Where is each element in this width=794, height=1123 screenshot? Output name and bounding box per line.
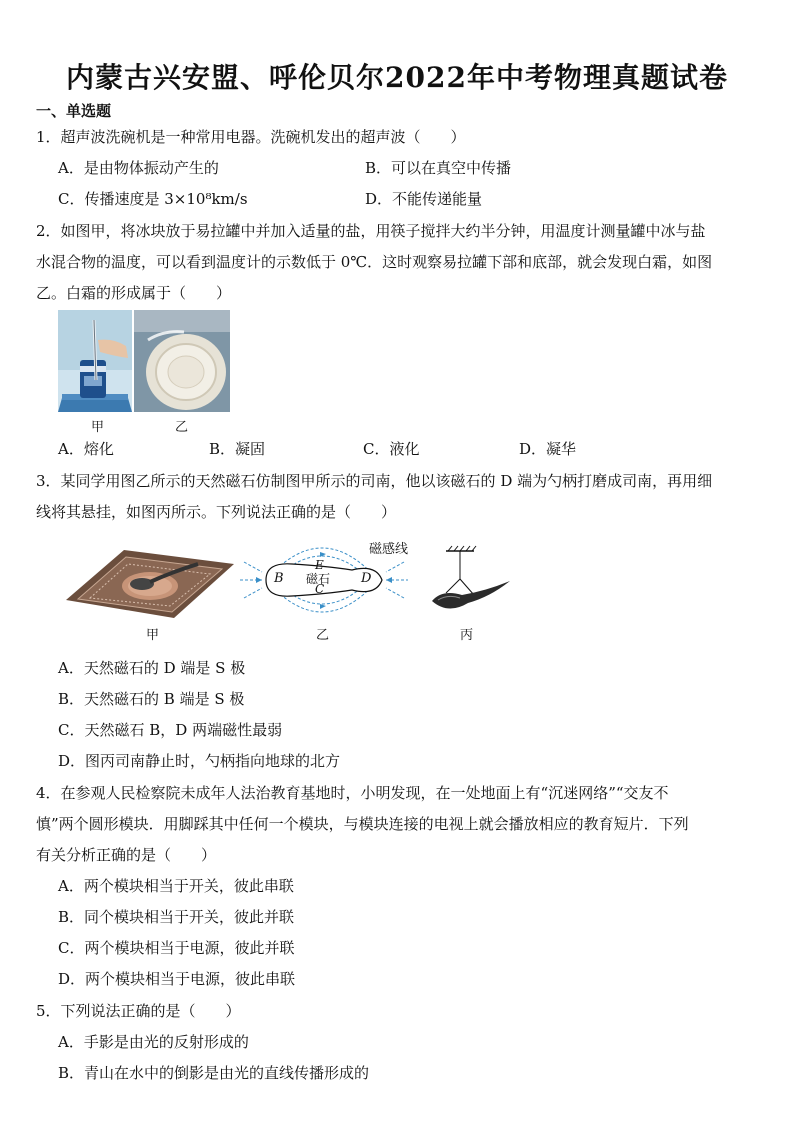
field-lines-label: 磁感线: [369, 542, 409, 557]
q4-option-d: D．两个模块相当于电源，彼此串联: [58, 970, 296, 988]
q2-caption-jia: 甲: [91, 420, 105, 435]
q4-option-c: C．两个模块相当于电源，彼此并联: [58, 939, 295, 957]
q3-caption-jia: 甲: [146, 628, 160, 643]
question-5-stem: 5．下列说法正确的是（ ）: [36, 1002, 241, 1020]
q2-option-d: D．凝华: [519, 440, 577, 458]
q3-option-c: C．天然磁石 B，D 两端磁性最弱: [58, 721, 283, 739]
section-heading: 一、单选题: [36, 102, 112, 120]
q2-line-1: 2．如图甲，将冰块放于易拉罐中并加入适量的盐，用筷子搅拌大约半分钟，用温度计测量罐中冰与盐: [36, 222, 706, 240]
q2-option-c: C．液化: [363, 440, 420, 458]
magnet-stone-label: 磁石: [306, 572, 331, 586]
q1-option-c: C．传播速度是 3×10⁸km/s: [58, 190, 248, 208]
q5-option-a: A．手影是由光的反射形成的: [58, 1033, 249, 1051]
q3-line-2: 线将其悬挂，如图丙所示。下列说法正确的是（ ）: [36, 503, 397, 521]
sinan-plate-image: [62, 542, 236, 620]
q2-option-b: B．凝固: [209, 440, 266, 458]
q3-option-a: A．天然磁石的 D 端是 S 极: [58, 659, 246, 677]
magnet-point-e-label: E: [315, 558, 324, 572]
magnet-point-c-label: C: [315, 582, 325, 596]
magnet-end-d-label: D: [361, 571, 372, 586]
q3-caption-yi: 乙: [316, 628, 330, 643]
can-thermometer-photo: [58, 310, 132, 412]
q4-line-3: 有关分析正确的是（ ）: [36, 846, 217, 864]
q1-option-a: A．是由物体振动产生的: [58, 159, 219, 177]
frosted-can-photo: [134, 310, 230, 412]
q4-line-2: 慎”两个圆形模块．用脚踩其中任何一个模块，与模块连接的电视上就会播放相应的教育短片．下列: [36, 815, 689, 833]
q2-option-a: A．熔化: [58, 440, 114, 458]
q3-line-1: 3．某同学用图乙所示的天然磁石仿制图甲所示的司南，他以该磁石的 D 端为勺柄打磨成司南，再用细: [36, 472, 713, 490]
q5-option-b: B．青山在水中的倒影是由光的直线传播形成的: [58, 1064, 370, 1082]
magnet-end-b-label: B: [274, 571, 284, 586]
q2-line-2: 水混合物的温度，可以看到温度计的示数低于 0℃．这时观察易拉罐下部和底部，就会发现白霜，如图: [36, 253, 713, 271]
q4-line-1: 4．在参观人民检察院未成年人法治教育基地时，小明发现，在一处地面上有“沉迷网络”“交友不: [36, 784, 669, 802]
page-title: 内蒙古兴安盟、呼伦贝尔2022年中考物理真题试卷: [66, 61, 728, 94]
q3-figure-jia: [62, 542, 236, 620]
q1-option-d: D．不能传递能量: [365, 190, 483, 208]
q3-option-d: D．图丙司南静止时，勺柄指向地球的北方: [58, 752, 341, 770]
q2-figure-jia: [58, 310, 132, 412]
q4-option-b: B．同个模块相当于开关，彼此并联: [58, 908, 295, 926]
q2-line-3: 乙。白霜的形成属于（ ）: [36, 284, 232, 302]
q2-figure-yi: [134, 310, 230, 412]
q4-option-a: A．两个模块相当于开关，彼此串联: [58, 877, 294, 895]
hanging-spoon-diagram: [428, 545, 512, 617]
q3-option-b: B．天然磁石的 B 端是 S 极: [58, 690, 245, 708]
q2-caption-yi: 乙: [175, 420, 189, 435]
q3-figure-bing: [428, 545, 512, 617]
question-1-stem: 1．超声波洗碗机是一种常用电器。洗碗机发出的超声波（ ）: [36, 128, 466, 146]
q1-option-b: B．可以在真空中传播: [365, 159, 512, 177]
q3-caption-bing: 丙: [460, 628, 474, 643]
